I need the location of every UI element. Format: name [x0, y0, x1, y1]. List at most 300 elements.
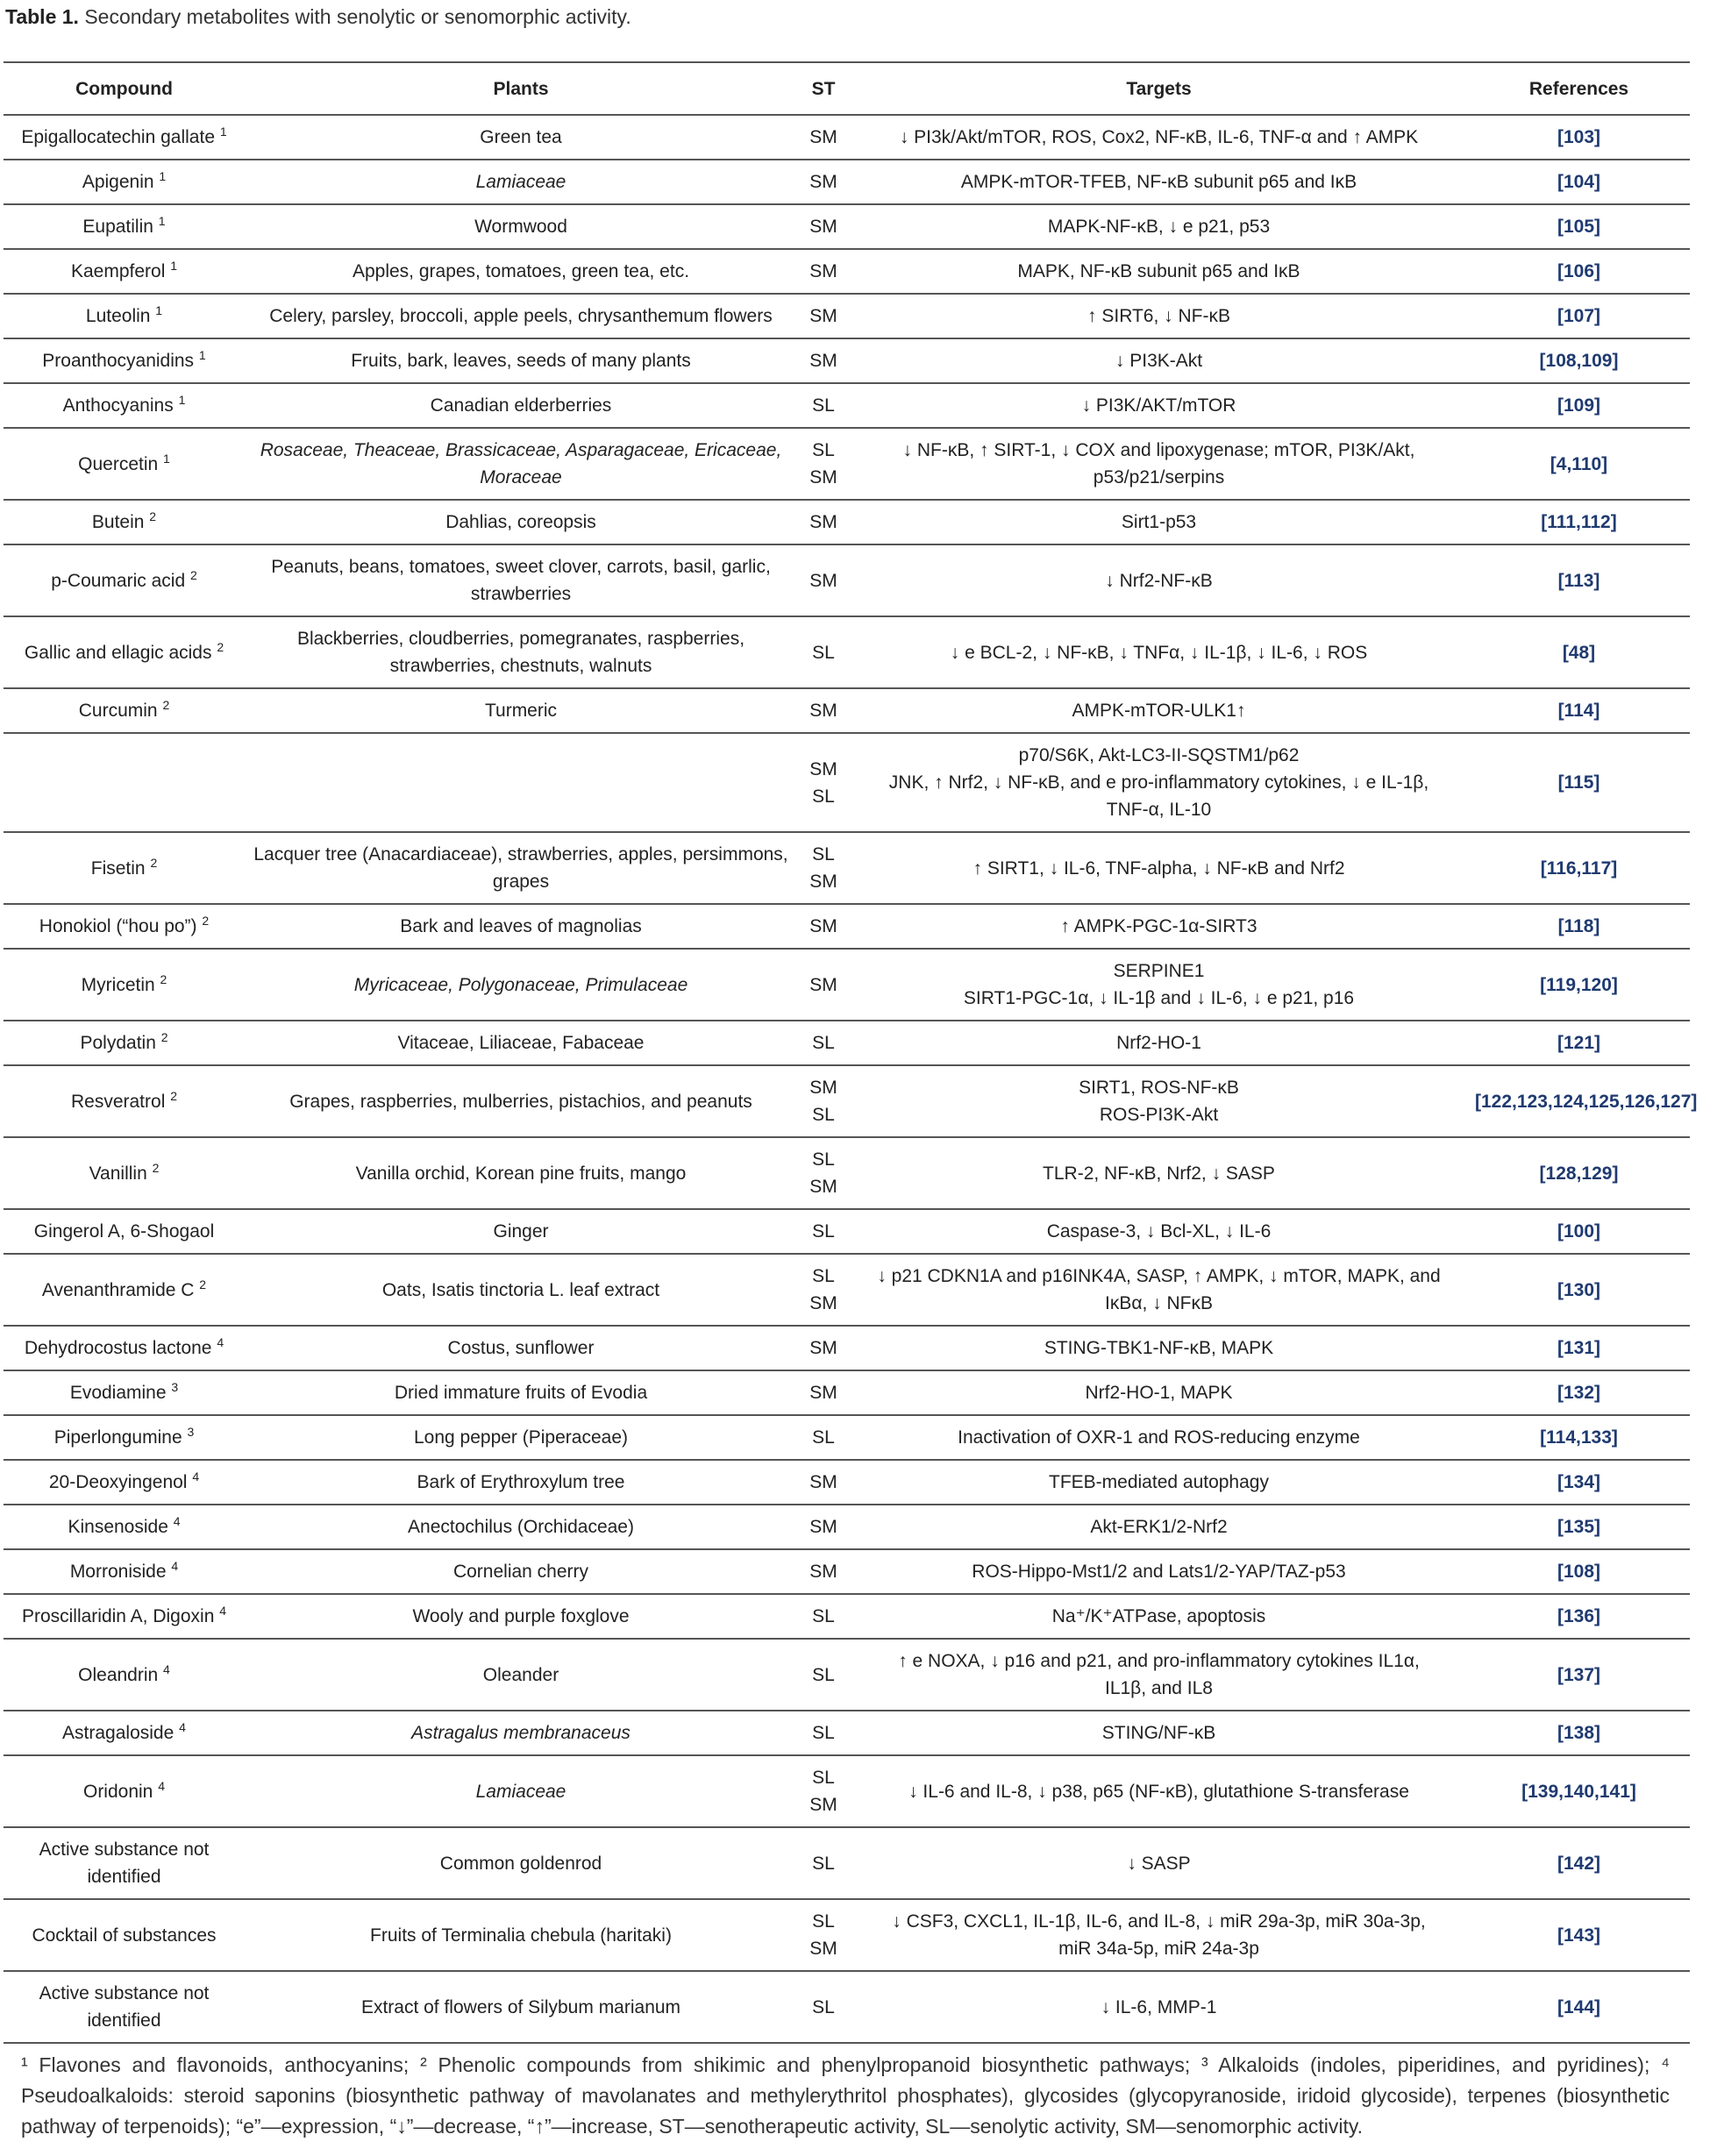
- reference-link[interactable]: [131]: [1557, 1338, 1601, 1358]
- cell-st: [797, 904, 850, 949]
- targets-line: ↓ PI3K-Akt: [1115, 351, 1203, 371]
- compound-name: Anthocyanins: [62, 395, 174, 416]
- st-value: SM: [809, 1472, 837, 1492]
- st-value: SL: [812, 1768, 835, 1788]
- cell-compound: [4, 1827, 245, 1899]
- cell-targets: [850, 1755, 1468, 1827]
- reference-link[interactable]: [115]: [1557, 772, 1600, 793]
- reference-link[interactable]: [144]: [1557, 1996, 1601, 2017]
- plants-line: Blackberries, cloudberries, pomegranates, raspberries,: [296, 629, 745, 649]
- targets-line: ↓ IL-6 and IL-8, ↓ p38, p65 (NF-κB), glutathione S-transferase: [908, 1781, 1409, 1802]
- cell-compound: [4, 616, 245, 688]
- plants-line: Costus, sunflower: [447, 1338, 595, 1358]
- cell-st: [797, 1827, 850, 1899]
- table-row: [4, 1137, 1690, 1209]
- plants-line: Vitaceae, Liliaceae, Fabaceae: [397, 1033, 645, 1053]
- table-row: [4, 1415, 1690, 1460]
- table-row: [4, 338, 1690, 383]
- cell-targets: [850, 1827, 1468, 1899]
- targets-line: miR 34a-5p, miR 24a-3p: [1058, 1939, 1259, 1959]
- reference-link[interactable]: [105]: [1557, 217, 1601, 237]
- st-value: SM: [809, 916, 837, 936]
- cell-st: [797, 1711, 850, 1755]
- plants-line: Lamiaceae: [475, 1781, 566, 1802]
- st-value: SM: [809, 570, 837, 591]
- table-row: [4, 1827, 1690, 1899]
- targets-line: ↓ SASP: [1127, 1853, 1191, 1874]
- compound-class-superscript: 4: [217, 1335, 224, 1349]
- table-row: [4, 1755, 1690, 1827]
- compound-name: Quercetin: [78, 453, 159, 474]
- cell-references: [1468, 832, 1690, 904]
- header-st: ST: [797, 62, 850, 115]
- targets-line: ↓ Nrf2-NF-κB: [1105, 570, 1213, 591]
- reference-link[interactable]: [128,129]: [1539, 1163, 1619, 1184]
- cell-compound: [4, 1209, 245, 1254]
- compound-class-superscript: 2: [150, 855, 158, 870]
- targets-line: Na⁺/K⁺ATPase, apoptosis: [1051, 1606, 1266, 1626]
- table-row: [4, 383, 1690, 428]
- reference-link[interactable]: [116,117]: [1540, 857, 1618, 879]
- compound-name: Piperlongumine: [53, 1427, 182, 1448]
- compound-class-superscript: 2: [202, 914, 210, 928]
- cell-targets: [850, 733, 1468, 832]
- cell-plants: [245, 1827, 797, 1899]
- st-value: SM: [809, 512, 837, 532]
- plants-line: Bark of Erythroxylum tree: [417, 1472, 625, 1492]
- cell-plants: [245, 1711, 797, 1755]
- metabolites-table: [4, 61, 1698, 2044]
- cell-plants: [245, 544, 797, 616]
- cell-plants: [245, 1755, 797, 1827]
- plants-line: Celery, parsley, broccoli, apple peels, chrysanthemum flowers: [269, 306, 773, 326]
- cell-references: [1468, 1370, 1690, 1415]
- cell-compound: [4, 1594, 245, 1639]
- st-value: SM: [809, 1517, 837, 1537]
- cell-st: [797, 1460, 850, 1505]
- compound-class-superscript: 2: [162, 698, 170, 712]
- compound-name: Gingerol A, 6-Shogaol: [33, 1221, 215, 1242]
- compound-name: Luteolin: [85, 306, 151, 326]
- cell-plants: [245, 1326, 797, 1370]
- table-row: [4, 1594, 1690, 1639]
- cell-st: [797, 204, 850, 249]
- targets-line: ↓ PI3k/Akt/mTOR, ROS, Cox2, NF-κB, IL-6, TNF-α and ↑ AMPK: [899, 127, 1419, 147]
- table-row: [4, 428, 1690, 500]
- cell-compound: [4, 733, 245, 832]
- reference-link[interactable]: [108]: [1557, 1562, 1601, 1582]
- targets-line: Caspase-3, ↓ Bcl-XL, ↓ IL-6: [1046, 1221, 1272, 1242]
- reference-link[interactable]: [100]: [1557, 1221, 1601, 1242]
- cell-plants: [245, 115, 797, 160]
- cell-references: [1468, 1460, 1690, 1505]
- compound-name: Kaempferol: [70, 261, 166, 281]
- reference-link[interactable]: [114,133]: [1540, 1427, 1618, 1448]
- cell-references: [1468, 1711, 1690, 1755]
- table-row: [4, 832, 1690, 904]
- plants-line: Astragalus membranaceus: [411, 1723, 631, 1743]
- reference-link[interactable]: [119,120]: [1540, 974, 1618, 995]
- reference-link[interactable]: [103]: [1557, 127, 1601, 147]
- cell-plants: [245, 428, 797, 500]
- plants-line: Wormwood: [474, 217, 567, 237]
- targets-line: ↓ PI3K/AKT/mTOR: [1081, 395, 1236, 416]
- compound-class-superscript: 2: [160, 1030, 168, 1044]
- reference-link[interactable]: [138]: [1557, 1723, 1601, 1743]
- reference-link[interactable]: [139,140,141]: [1521, 1781, 1636, 1802]
- targets-line: ↓ NF-κB, ↑ SIRT-1, ↓ COX and lipoxygenase; mTOR, PI3K/Akt,: [902, 440, 1415, 460]
- compound-name: Gallic and ellagic acids: [24, 642, 212, 663]
- cell-targets: [850, 1137, 1468, 1209]
- table-row: [4, 115, 1690, 160]
- cell-plants: [245, 1971, 797, 2043]
- reference-link[interactable]: [122,123,124,125,126,127]: [1475, 1091, 1698, 1112]
- cell-compound: [4, 1639, 245, 1711]
- table-row: [4, 544, 1690, 616]
- compound-name: Resveratrol: [70, 1091, 166, 1112]
- reference-link[interactable]: [113]: [1557, 570, 1600, 591]
- targets-line: IL1β, and IL8: [1104, 1678, 1213, 1698]
- compound-class-superscript: 4: [219, 1604, 227, 1618]
- table-row: [4, 904, 1690, 949]
- targets-line: Inactivation of OXR-1 and ROS-reducing enzyme: [958, 1427, 1360, 1448]
- compound-name: Active substance not identified: [39, 1839, 210, 1887]
- cell-targets: [850, 428, 1468, 500]
- cell-plants: [245, 1209, 797, 1254]
- compound-name: Cocktail of substances: [32, 1925, 217, 1946]
- compound-class-superscript: 2: [152, 1160, 160, 1175]
- cell-st: [797, 1549, 850, 1594]
- cell-compound: [4, 1254, 245, 1326]
- cell-plants: [245, 1639, 797, 1711]
- reference-link[interactable]: [121]: [1557, 1033, 1601, 1053]
- targets-line: MAPK-NF-κB, ↓ e p21, p53: [1047, 217, 1271, 237]
- targets-line: SIRT1-PGC-1α, ↓ IL-1β and ↓ IL-6, ↓ e p21, p16: [963, 988, 1355, 1008]
- cell-plants: [245, 949, 797, 1021]
- targets-line: TLR-2, NF-κB, Nrf2, ↓ SASP: [1043, 1163, 1275, 1184]
- cell-compound: [4, 1326, 245, 1370]
- table-row: [4, 1711, 1690, 1755]
- targets-line: ↑ SIRT1, ↓ IL-6, TNF-alpha, ↓ NF-κB and Nrf2: [972, 857, 1345, 879]
- cell-compound: [4, 1971, 245, 2043]
- compound-class-superscript: 3: [171, 1380, 179, 1394]
- reference-link[interactable]: [48]: [1562, 642, 1596, 663]
- compound-name: Morroniside: [69, 1562, 167, 1582]
- cell-references: [1468, 1827, 1690, 1899]
- table-row: [4, 1549, 1690, 1594]
- plants-line: Cornelian cherry: [452, 1562, 589, 1582]
- st-value: SL: [812, 1911, 835, 1932]
- plants-line: Oats, Isatis tinctoria L. leaf extract: [381, 1279, 660, 1300]
- compound-class-superscript: 1: [163, 451, 170, 466]
- st-value: SM: [809, 351, 837, 371]
- cell-compound: [4, 1460, 245, 1505]
- plants-line: Dahlias, coreopsis: [445, 512, 596, 532]
- compound-name: Evodiamine: [69, 1383, 167, 1403]
- st-value: SL: [812, 1105, 835, 1125]
- cell-compound: [4, 204, 245, 249]
- compound-class-superscript: 2: [170, 1088, 177, 1103]
- cell-st: [797, 294, 850, 338]
- table-row: [4, 500, 1690, 544]
- st-value: SM: [809, 701, 837, 721]
- plants-line: Ginger: [493, 1221, 549, 1242]
- cell-plants: [245, 160, 797, 204]
- cell-compound: [4, 1755, 245, 1827]
- cell-plants: [245, 1021, 797, 1065]
- targets-line: ↓ IL-6, MMP-1: [1101, 1996, 1217, 2017]
- cell-compound: [4, 1370, 245, 1415]
- cell-plants: [245, 294, 797, 338]
- cell-references: [1468, 544, 1690, 616]
- plants-line: Rosaceae, Theaceae, Brassicaceae, Asparagaceae, Ericaceae,: [260, 440, 782, 460]
- plants-line: strawberries: [470, 584, 572, 604]
- st-value: SL: [812, 1606, 835, 1626]
- reference-link[interactable]: [137]: [1557, 1664, 1601, 1685]
- reference-link[interactable]: [132]: [1557, 1383, 1601, 1403]
- cell-references: [1468, 1254, 1690, 1326]
- cell-references: [1468, 1326, 1690, 1370]
- targets-line: STING/NF-κB: [1101, 1723, 1216, 1743]
- reference-link[interactable]: [4,110]: [1550, 453, 1608, 474]
- plants-line: Dried immature fruits of Evodia: [394, 1383, 648, 1403]
- table-row: [4, 160, 1690, 204]
- compound-name: Avenanthramide C: [41, 1279, 195, 1300]
- cell-references: [1468, 1137, 1690, 1209]
- compound-class-superscript: 1: [159, 169, 167, 183]
- reference-link[interactable]: [130]: [1557, 1279, 1601, 1300]
- compound-class-superscript: 1: [219, 125, 227, 139]
- cell-compound: [4, 1137, 245, 1209]
- compound-class-superscript: 1: [170, 259, 178, 273]
- plants-line: Common goldenrod: [439, 1853, 602, 1874]
- compound-class-superscript: 4: [163, 1661, 170, 1676]
- cell-plants: [245, 204, 797, 249]
- compound-name: Eupatilin: [82, 217, 153, 237]
- cell-st: [797, 1755, 850, 1827]
- targets-line: ↓ CSF3, CXCL1, IL-1β, IL-6, and IL-8, ↓ miR 29a-3p, miR 30a-3p,: [892, 1911, 1426, 1932]
- cell-references: [1468, 688, 1690, 733]
- reference-link[interactable]: [106]: [1557, 261, 1601, 281]
- st-value: SL: [812, 1033, 835, 1053]
- reference-link[interactable]: [109]: [1557, 395, 1601, 416]
- reference-link[interactable]: [108,109]: [1539, 351, 1619, 371]
- cell-plants: [245, 500, 797, 544]
- compound-name: Kinsenoside: [68, 1517, 168, 1537]
- header-row: [4, 62, 1690, 115]
- reference-link[interactable]: [135]: [1557, 1517, 1601, 1537]
- cell-st: [797, 383, 850, 428]
- table-row: [4, 1899, 1690, 1971]
- caption-text: Secondary metabolites with senolytic or senomorphic activity.: [84, 5, 631, 28]
- cell-targets: [850, 1209, 1468, 1254]
- reference-link[interactable]: [143]: [1557, 1925, 1601, 1946]
- cell-st: [797, 1971, 850, 2043]
- cell-references: [1468, 1065, 1698, 1137]
- cell-compound: [4, 1899, 245, 1971]
- compound-name: 20-Deoxyingenol: [48, 1472, 188, 1492]
- targets-line: TNF-α, IL-10: [1106, 800, 1212, 820]
- plants-line: Myricaceae, Polygonaceae, Primulaceae: [353, 974, 688, 995]
- targets-line: STING-TBK1-NF-κB, MAPK: [1044, 1338, 1274, 1358]
- cell-references: [1468, 1971, 1690, 2043]
- cell-targets: [850, 949, 1468, 1021]
- plants-line: Lamiaceae: [475, 172, 566, 192]
- table-row: [4, 1370, 1690, 1415]
- cell-targets: [850, 115, 1468, 160]
- reference-link[interactable]: [107]: [1557, 306, 1601, 326]
- cell-st: [797, 1065, 850, 1137]
- cell-targets: [850, 1971, 1468, 2043]
- st-value: SM: [809, 974, 837, 995]
- compound-name: Active substance not identified: [39, 1983, 210, 2031]
- cell-references: [1468, 115, 1690, 160]
- cell-references: [1468, 1505, 1690, 1549]
- targets-line: MAPK, NF-κB subunit p65 and IκB: [1017, 261, 1300, 281]
- st-value: SL: [812, 395, 835, 416]
- cell-compound: [4, 688, 245, 733]
- plants-line: Green tea: [480, 127, 562, 147]
- table-row: [4, 1505, 1690, 1549]
- cell-compound: [4, 904, 245, 949]
- st-value: SL: [812, 1427, 835, 1448]
- cell-references: [1468, 1755, 1690, 1827]
- cell-references: [1468, 294, 1690, 338]
- cell-targets: [850, 1065, 1468, 1137]
- cell-compound: [4, 160, 245, 204]
- cell-targets: [850, 1639, 1468, 1711]
- plants-line: Turmeric: [484, 701, 558, 721]
- compound-name: Butein: [91, 512, 145, 532]
- compound-class-superscript: 4: [171, 1559, 179, 1573]
- cell-st: [797, 1326, 850, 1370]
- table-row: [4, 249, 1690, 294]
- cell-targets: [850, 1415, 1468, 1460]
- compound-name: Vanillin: [89, 1163, 147, 1184]
- table-row: [4, 294, 1690, 338]
- header-targets: Targets: [850, 62, 1468, 115]
- compound-name: Epigallocatechin gallate: [21, 127, 215, 147]
- plants-line: Vanilla orchid, Korean pine fruits, mango: [355, 1163, 687, 1184]
- plants-line: Peanuts, beans, tomatoes, sweet clover, carrots, basil, garlic,: [271, 557, 771, 577]
- st-value: SM: [809, 872, 837, 892]
- cell-targets: [850, 616, 1468, 688]
- st-value: SM: [809, 261, 837, 281]
- st-value: SM: [809, 1939, 837, 1959]
- cell-st: [797, 949, 850, 1021]
- plants-line: grapes: [492, 872, 550, 892]
- cell-plants: [245, 1460, 797, 1505]
- cell-plants: [245, 1594, 797, 1639]
- reference-link[interactable]: [134]: [1557, 1472, 1601, 1492]
- cell-st: [797, 428, 850, 500]
- cell-st: [797, 1021, 850, 1065]
- reference-link[interactable]: [136]: [1557, 1606, 1601, 1626]
- cell-targets: [850, 1254, 1468, 1326]
- targets-line: p53/p21/serpins: [1093, 467, 1225, 487]
- cell-plants: [245, 832, 797, 904]
- compound-class-superscript: 2: [189, 567, 197, 582]
- st-value: SL: [812, 1853, 835, 1874]
- cell-st: [797, 1254, 850, 1326]
- cell-compound: [4, 1711, 245, 1755]
- compound-name: Dehydrocostus lactone: [24, 1338, 212, 1358]
- reference-link[interactable]: [118]: [1557, 916, 1600, 936]
- cell-references: [1468, 500, 1690, 544]
- cell-plants: [245, 733, 797, 832]
- reference-link[interactable]: [104]: [1557, 172, 1601, 192]
- table-row: [4, 1021, 1690, 1065]
- plants-line: Extract of flowers of Silybum marianum: [360, 1996, 681, 2017]
- cell-plants: [245, 1549, 797, 1594]
- cell-references: [1468, 383, 1690, 428]
- cell-st: [797, 832, 850, 904]
- table-row: [4, 1639, 1690, 1711]
- cell-targets: [850, 383, 1468, 428]
- cell-references: [1468, 160, 1690, 204]
- plants-line: Canadian elderberries: [430, 395, 612, 416]
- cell-targets: [850, 160, 1468, 204]
- cell-targets: [850, 904, 1468, 949]
- cell-references: [1468, 1594, 1690, 1639]
- targets-line: ↓ p21 CDKN1A and p16INK4A, SASP, ↑ AMPK, ↓ mTOR, MAPK, and: [877, 1266, 1441, 1286]
- cell-st: [797, 1639, 850, 1711]
- header-compound: Compound: [4, 62, 245, 115]
- st-value: SM: [809, 1293, 837, 1313]
- table-row: [4, 1971, 1690, 2043]
- cell-compound: [4, 1415, 245, 1460]
- reference-link[interactable]: [111,112]: [1541, 512, 1617, 532]
- plants-line: Bark and leaves of magnolias: [400, 916, 642, 936]
- cell-compound: [4, 500, 245, 544]
- compound-name: Oridonin: [82, 1781, 153, 1802]
- table-footnote: ¹ Flavones and flavonoids, anthocyanins; ² Phenolic compounds from shikimic and phenylpropanoid biosynthetic pathways; ³ Alkaloids (indoles, piperidines, and pyridines); ⁴ Pseudoalkaloids: steroid saponins (biosynthetic pathway of mavolanates and methylerythritol phosphates), glycosides (glycopyranoside, iridoid glycoside), terpenes (biosynthetic pathway of terpenoids); “e”—expression, “↓”—decrease, “↑”—increase, ST—senotherapeutic activity, SL—senolytic activity, SM—senomorphic activity.: [21, 2053, 1670, 2138]
- cell-plants: [245, 1899, 797, 1971]
- cell-references: [1468, 1021, 1690, 1065]
- cell-plants: [245, 688, 797, 733]
- targets-line: AMPK-mTOR-TFEB, NF-κB subunit p65 and IκB: [960, 172, 1357, 192]
- table-body: [4, 115, 1698, 2043]
- cell-plants: [245, 249, 797, 294]
- cell-compound: [4, 1549, 245, 1594]
- plants-line: Fruits, bark, leaves, seeds of many plants: [351, 351, 691, 371]
- st-value: SL: [812, 1221, 835, 1242]
- compound-class-superscript: 1: [178, 393, 186, 407]
- targets-line: AMPK-mTOR-ULK1↑: [1072, 701, 1246, 721]
- plants-line: Apples, grapes, tomatoes, green tea, etc.: [352, 261, 690, 281]
- cell-targets: [850, 1460, 1468, 1505]
- compound-name: Astragaloside: [62, 1723, 175, 1743]
- cell-references: [1468, 428, 1690, 500]
- cell-references: [1468, 904, 1690, 949]
- cell-references: [1468, 1209, 1690, 1254]
- cell-targets: [850, 1505, 1468, 1549]
- reference-link[interactable]: [142]: [1557, 1853, 1601, 1874]
- st-value: SM: [809, 1078, 837, 1098]
- cell-plants: [245, 1505, 797, 1549]
- st-value: SL: [812, 1149, 835, 1170]
- plants-line: Oleander: [482, 1664, 559, 1685]
- table-row: [4, 949, 1690, 1021]
- targets-line: ROS-Hippo-Mst1/2 and Lats1/2-YAP/TAZ-p53: [972, 1562, 1346, 1582]
- cell-targets: [850, 1370, 1468, 1415]
- st-value: SM: [809, 1562, 837, 1582]
- cell-references: [1468, 1899, 1690, 1971]
- cell-compound: [4, 1505, 245, 1549]
- cell-st: [797, 1594, 850, 1639]
- reference-link[interactable]: [114]: [1557, 701, 1600, 721]
- plants-line: strawberries, chestnuts, walnuts: [389, 656, 652, 676]
